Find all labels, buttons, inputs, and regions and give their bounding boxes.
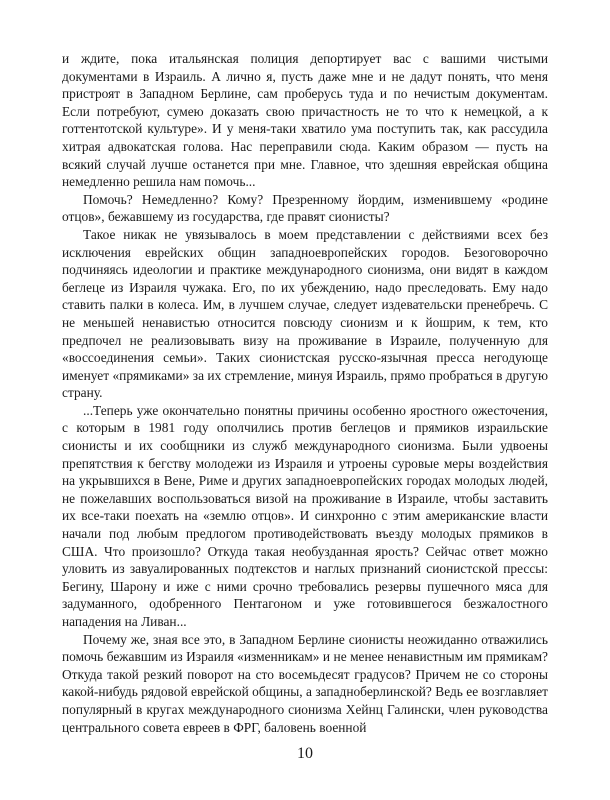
page-number: 10 xyxy=(297,745,313,762)
paragraph-2: Помочь? Немедленно? Кому? Презренному йордим, изменившему «родине отцов», бежавшему из государства, где правят сионисты? xyxy=(62,191,548,225)
page-body xyxy=(62,50,548,736)
paragraph-4: ...Теперь уже окончательно понятны причины особенно яростного ожесточения, с которым в 1981 году ополчились против беглецов и прямиков израильские сионисты и их сообщники из служб международного сионизма. Были удвоены препятствия к бегству молодежи из Израиля и утроены суровые меры воздействия на укрывшихся в Вене, Риме и других западноевропейских городах молодых людей, не пожелавших воспользоваться визой на проживание в Израиле, чтобы заставить их все-таки поехать на «землю отцов». И синхронно с этим американские власти начали под любым предлогом противодействовать въезду молодых прямиков в США. Что произошло? Откуда такая необузданная ярость? Сейчас ответ можно уловить из завуалированных подтекстов и наглых признаний сионистской прессы: Бегину, Шарону и иже с ними срочно требовались резервы пушечного мяса для задуманного, одобренного Пентагоном и уже готовившегося безжалостного нападения на Ливан... xyxy=(62,402,548,629)
paragraph-1: и ждите, пока итальянская полиция депортирует вас с вашими чистыми документами в Израиль. А лично я, пусть даже мне и не дадут понять, что меня пристроят в Западном Берлине, сам проберусь туда и по нечистым документам. Если потребуют, сумею доказать свою причастность не то что к немецкой, а к готтентотской культуре». И у меня-таки хватило ума поступить так, как рассудила хитрая адвокатская голова. Нас переправили сюда. Каким образом — пусть на всякий случай лучше останется при мне. Главное, что здешняя еврейская община немедленно решила нам помочь... xyxy=(62,51,548,190)
paragraph-5: Почему же, зная все это, в Западном Берлине сионисты неожиданно отважились помочь бежавшим из Израиля «изменникам» и не менее ненавистным им прямикам? Откуда такой резкий поворот на сто восемьдесят градусов? Причем не со стороны какой-нибудь рядовой еврейской общины, а западноберлинской? Ведь ее возглавляет популярный в кругах международного сионизма Хейнц Галински, член руководства центрального совета евреев в ФРГ, баловень военной xyxy=(62,631,548,735)
paragraph-3: Такое никак не увязывалось в моем представлении с действиями всех без исключения еврейских общин западноевропейских городов. Безоговорочно подчиняясь идеологии и практике международного сионизма, они видят в каждом беглеце из Израиля чужака. Его, по их убеждению, надо преследовать. Ему надо ставить палки в колеса. Им, в лучшем случае, следует издевательски пренебречь. С не меньшей ненавистью относится повсюду сионизм и к йошрим, к тем, кто предпочел не реализовывать визу на проживание в Израиле, полученную для «воссоединения семьи». Таких сионистская русско-язычная пресса негодующе именует «прямиками» за их стремление, минуя Израиль, прямо пробраться в другую страну. xyxy=(62,226,548,401)
